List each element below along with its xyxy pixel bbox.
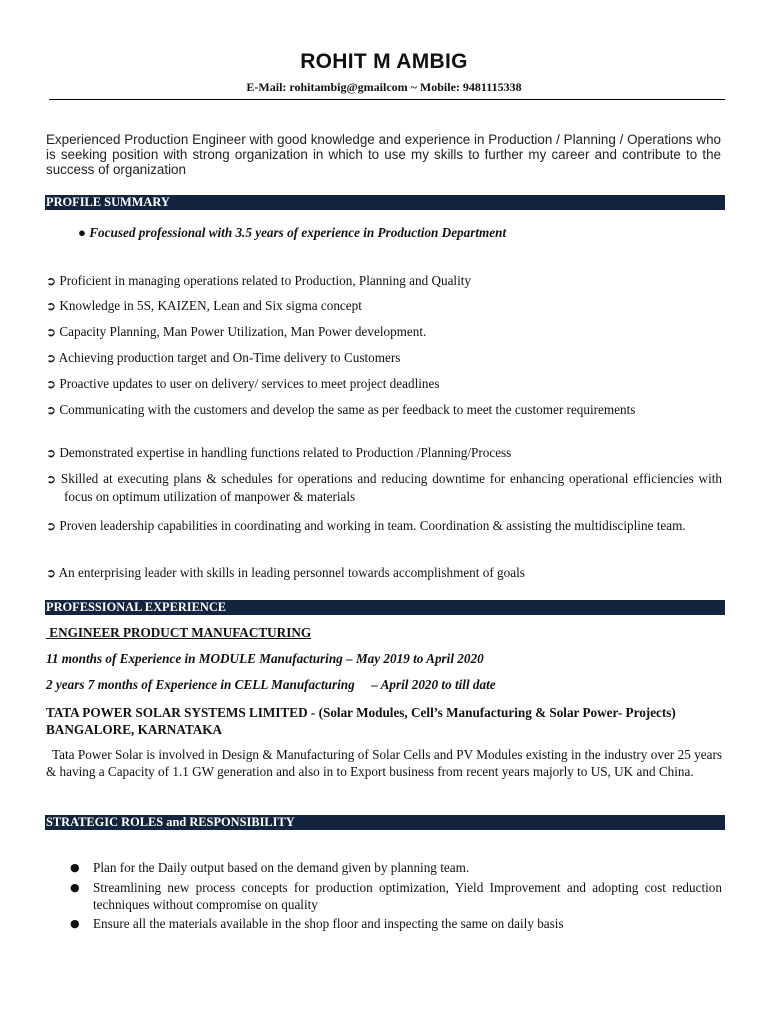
section-heading-strategic-roles: STRATEGIC ROLES and RESPONSIBILITY — [45, 815, 725, 830]
arrow-icon: ➲ — [46, 472, 57, 486]
arrow-icon: ➲ — [46, 446, 57, 460]
arrow-icon: ➲ — [46, 274, 57, 288]
summary-item-text: Knowledge in 5S, KAIZEN, Lean and Six sigma concept — [59, 298, 362, 313]
arrow-icon: ➲ — [46, 377, 57, 391]
company-block — [46, 704, 736, 738]
bullet-icon: ● — [78, 225, 86, 240]
summary-item-text: Skilled at executing plans & schedules for operations and reducing downtime for enhancing operational efficiencies with focus on optimum utilization of manpower & materials — [60, 471, 723, 504]
bullet-icon: ● — [70, 861, 80, 874]
summary-item — [46, 517, 722, 535]
experience-period: 11 months of Experience in MODULE Manufacturing – May 2019 to April 2020 — [46, 651, 484, 666]
arrow-icon: ➲ — [46, 351, 57, 365]
bullet-icon: ● — [70, 917, 80, 930]
profile-highlight — [78, 225, 718, 241]
company-name: TATA POWER SOLAR SYSTEMS LIMITED - (Solar Modules, Cell’s Manufacturing & Solar Power- Projects) — [46, 705, 676, 720]
summary-item-text: Capacity Planning, Man Power Utilization, Man Power development. — [59, 324, 427, 339]
summary-item — [46, 564, 722, 582]
experience-period: 2 years 7 months of Experience in CELL Manufacturing – April 2020 to till date — [46, 677, 496, 692]
contact-line: E-Mail: rohitambig@gmailcom ~ Mobile: 9481115338 — [246, 80, 522, 94]
summary-item — [46, 272, 722, 290]
arrow-icon: ➲ — [46, 299, 57, 313]
list-item — [46, 859, 722, 876]
summary-item-text: Communicating with the customers and develop the same as per feedback to meet the customer requirements — [59, 402, 636, 417]
section-heading-professional-experience: PROFESSIONAL EXPERIENCE — [45, 600, 725, 615]
arrow-icon: ➲ — [46, 403, 57, 417]
summary-item-text: An enterprising leader with skills in leading personnel towards accomplishment of goals — [58, 565, 525, 580]
profile-highlight-text: Focused professional with 3.5 years of experience in Production Department — [89, 225, 507, 240]
summary-item-text: Proven leadership capabilities in coordinating and working in team. Coordination & assisting the multidiscipline team. — [59, 518, 686, 533]
summary-item — [46, 323, 722, 341]
summary-item — [46, 375, 722, 393]
summary-item — [46, 444, 722, 462]
job-title — [46, 625, 311, 641]
summary-item — [46, 297, 722, 315]
summary-item — [46, 349, 722, 367]
arrow-icon: ➲ — [46, 519, 57, 533]
arrow-icon: ➲ — [46, 566, 57, 580]
candidate-name: ROHIT M AMBIG — [300, 50, 468, 73]
summary-item-text: Proactive updates to user on delivery/ services to meet project deadlines — [59, 376, 440, 391]
summary-item — [46, 401, 722, 419]
list-item — [46, 879, 722, 913]
summary-item-text: Proficient in managing operations related to Production, Planning and Quality — [59, 273, 472, 288]
company-description: Tata Power Solar is involved in Design & Manufacturing of Solar Cells and PV Modules existing in the industry over 25 years & having a Capacity of 1.1 GW generation and also in to Export business from recent years majorly to US, UK and China. — [46, 747, 722, 779]
career-objective: Experienced Production Engineer with good knowledge and experience in Production / Planning / Operations who is seeking position with strong organization in which to use my skills to further my career and contribute to the success of organization — [46, 132, 721, 177]
list-item-text: Streamlining new process concepts for production optimization, Yield Improvement and adopting cost reduction techniques without compromise on quality — [93, 880, 722, 912]
list-item-text: Plan for the Daily output based on the demand given by planning team. — [93, 860, 470, 875]
arrow-icon: ➲ — [46, 325, 57, 339]
bullet-icon: ● — [70, 881, 80, 894]
list-item — [46, 915, 722, 932]
list-item-text: Ensure all the materials available in the shop floor and inspecting the same on daily basis — [93, 916, 564, 931]
company-location: BANGALORE, KARNATAKA — [46, 722, 223, 737]
section-heading-profile-summary: PROFILE SUMMARY — [45, 195, 725, 210]
header-divider — [49, 99, 725, 100]
summary-item-text: Demonstrated expertise in handling functions related to Production /Planning/Process — [59, 445, 512, 460]
job-title-text: ENGINEER PRODUCT MANUFACTURING — [49, 625, 312, 640]
summary-item-text: Achieving production target and On-Time delivery to Customers — [58, 350, 401, 365]
summary-item — [46, 470, 722, 506]
